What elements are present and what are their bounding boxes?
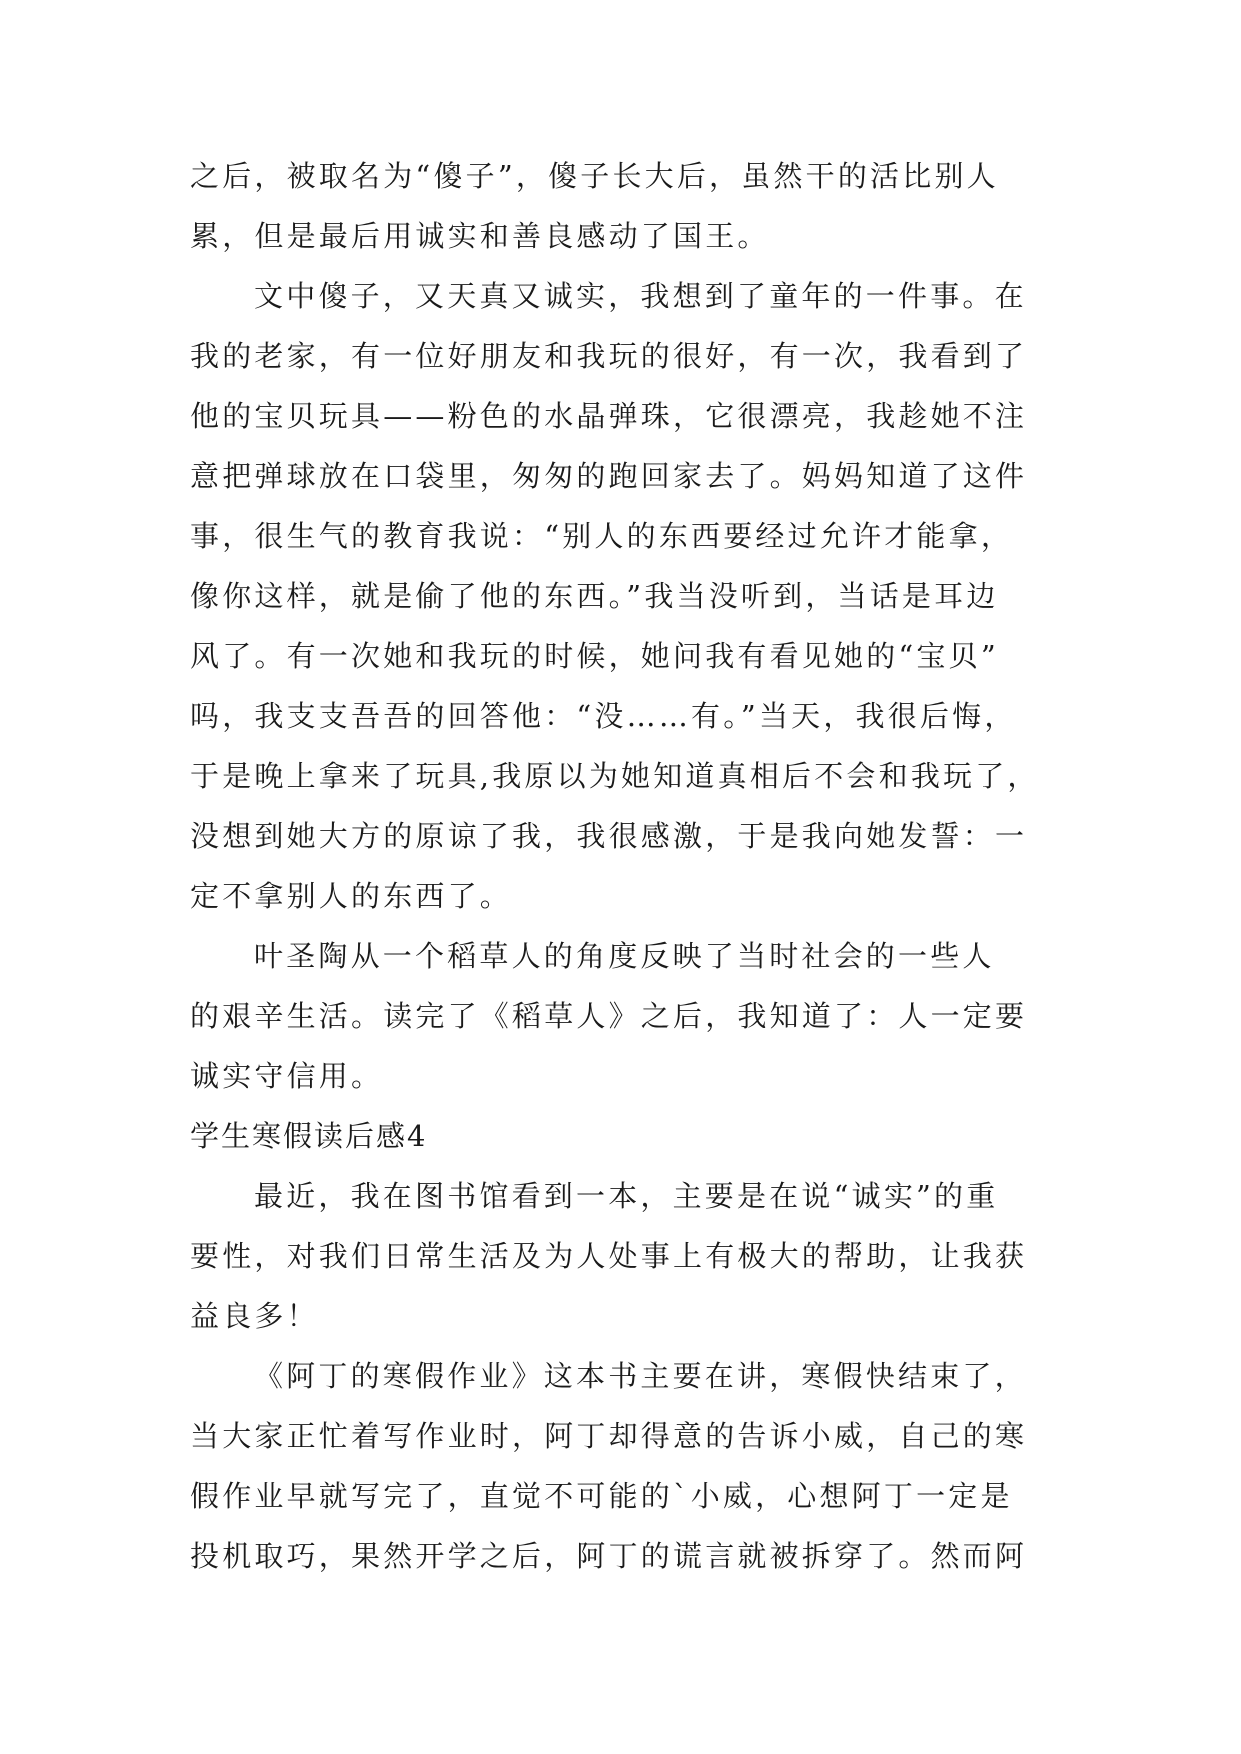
text-line: 风了。有一次她和我玩的时候，她问我有看见她的“宝贝” [190,639,999,673]
text-line: 文中傻子，又天真又诚实，我想到了童年的一件事。在 [254,279,1027,313]
text-line: 要性，对我们日常生活及为人处事上有极大的帮助，让我获 [190,1239,1028,1273]
text-line: 最近，我在图书馆看到一本，主要是在说“诚实”的重 [254,1179,999,1213]
text-line: 投机取巧，果然开学之后，阿丁的谎言就被拆穿了。然而阿 [190,1539,1028,1573]
text-line: 益良多！ [190,1299,319,1333]
text-line: 于是晚上拿来了玩具,我原以为她知道真相后不会和我玩了， [190,759,1040,793]
text-line: 他的宝贝玩具——粉色的水晶弹珠，它很漂亮，我趁她不注 [190,399,1028,433]
text-line: 当大家正忙着写作业时，阿丁却得意的告诉小威，自己的寒 [190,1419,1028,1453]
section-heading: 学生寒假读后感4 [190,1119,428,1153]
text-line: 我的老家，有一位好朋友和我玩的很好，有一次，我看到了 [190,339,1028,373]
text-line: 意把弹球放在口袋里，匆匆的跑回家去了。妈妈知道了这件 [190,459,1028,493]
document-body [190,146,1050,1586]
text-line: 吗，我支支吾吾的回答他：“没……有。”当天，我很后悔， [190,699,1017,733]
text-line: 像你这样，就是偷了他的东西。”我当没听到，当话是耳边 [190,579,999,613]
text-line: 定不拿别人的东西了。 [190,879,513,913]
text-line: 《阿丁的寒假作业》这本书主要在讲，寒假快结束了， [254,1359,1027,1393]
text-line: 之后，被取名为“傻子”，傻子长大后，虽然干的活比别人 [190,159,999,193]
text-line: 的艰辛生活。读完了《稻草人》之后，我知道了：人一定要 [190,999,1028,1033]
text-line: 假作业早就写完了，直觉不可能的`小威，心想阿丁一定是 [190,1479,1013,1513]
text-line: 诚实守信用。 [190,1059,384,1093]
text-line: 没想到她大方的原谅了我，我很感激，于是我向她发誓：一 [190,819,1028,853]
text-line: 叶圣陶从一个稻草人的角度反映了当时社会的一些人 [254,939,995,973]
text-line: 事，很生气的教育我说：“别人的东西要经过允许才能拿， [190,519,1014,553]
text-line: 累，但是最后用诚实和善良感动了国王。 [190,219,770,253]
